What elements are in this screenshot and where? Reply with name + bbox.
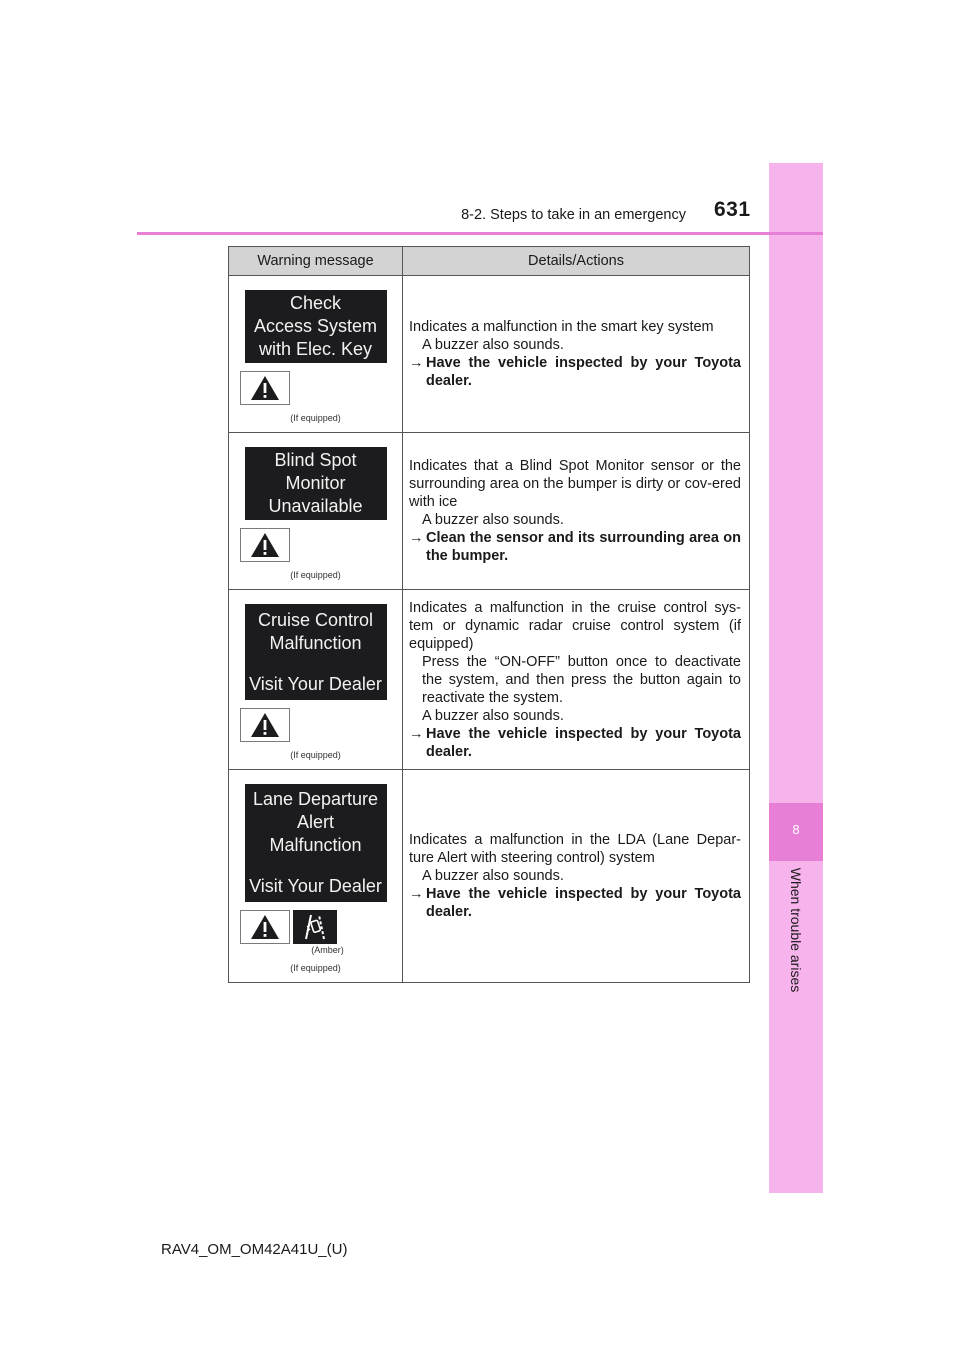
indicator-icons (240, 908, 402, 944)
warning-message-cell (229, 276, 403, 433)
display-screen-lane-departure-alert-malfunction (245, 784, 387, 902)
chapter-title: When trouble arises (788, 867, 804, 993)
details-text: Indicates that a Blind Spot Monitor sensor or the surrounding area on the bumper is dirty or cov-ered with ice (409, 458, 741, 510)
document-code: RAV4_OM_OM42A41U_(U) (161, 1241, 348, 1258)
display-line: Cruise Control (257, 609, 374, 630)
if-equipped-caption: (If equipped) (290, 750, 341, 760)
indicator-icons (240, 526, 402, 562)
display-line: Check (289, 293, 342, 313)
page-number: 631 (714, 198, 751, 221)
display-line: Unavailable (268, 496, 363, 516)
table-header-row (229, 247, 750, 276)
details-note: A buzzer also sounds. (422, 512, 564, 528)
details-cell (403, 770, 750, 983)
arrow-icon: → (409, 886, 424, 902)
warning-triangle-icon (240, 528, 290, 562)
display-screen-blind-spot-monitor (245, 447, 387, 520)
warning-message-cell (229, 770, 403, 983)
indicator-icons (240, 369, 402, 405)
action-text: Have the vehicle inspected by your Toyota dealer. (426, 886, 741, 920)
table-row (229, 770, 750, 983)
header-rule (137, 232, 823, 235)
table-row (229, 276, 750, 433)
if-equipped-caption: (If equipped) (290, 570, 341, 580)
display-line: Malfunction (269, 835, 362, 855)
arrow-icon: → (409, 725, 424, 742)
warning-message-table (228, 246, 750, 983)
details-cell (403, 276, 750, 433)
warning-triangle-icon (240, 910, 290, 944)
action-text: Have the vehicle inspected by your Toyota dealer. (426, 355, 741, 389)
display-screen-cruise-control-malfunction (245, 604, 387, 700)
chapter-side-strip (769, 163, 823, 1193)
if-equipped-caption: (If equipped) (290, 413, 341, 423)
action-instruction (409, 885, 741, 921)
section-title: 8-2. Steps to take in an emergency (461, 207, 686, 223)
table-row (229, 433, 750, 590)
warning-triangle-icon (240, 371, 290, 405)
details-note: A buzzer also sounds. (422, 707, 564, 724)
if-equipped-caption: (If equipped) (290, 963, 341, 973)
display-line: Monitor (285, 473, 346, 493)
warning-message-cell (229, 433, 403, 590)
display-line: Malfunction (269, 632, 362, 653)
details-text: Indicates a malfunction in the LDA (Lane Depar-ture Alert with steering control) system (409, 832, 741, 866)
details-text: Indicates a malfunction in the smart key system (409, 319, 714, 335)
details-note: A buzzer also sounds. (422, 868, 564, 884)
details-note: A buzzer also sounds. (422, 337, 564, 353)
display-line: Blind Spot (274, 450, 357, 470)
display-line: Alert (296, 812, 334, 832)
display-screen-check-access-system (245, 290, 387, 363)
chapter-number: 8 (792, 822, 800, 837)
display-line: Visit Your Dealer (249, 876, 382, 896)
indicator-icons (240, 706, 402, 742)
arrow-icon: → (409, 355, 424, 371)
column-header-details: Details/Actions (403, 247, 750, 276)
action-text: Clean the sensor and its surrounding area on the bumper. (426, 530, 741, 564)
details-text: Indicates a malfunction in the cruise control sys-tem or dynamic radar cruise control system (if equipped) (409, 599, 741, 652)
action-instruction (409, 725, 741, 761)
amber-caption: (Amber) (311, 945, 344, 955)
table-row (229, 590, 750, 770)
display-line: Lane Departure (252, 789, 379, 809)
details-cell (403, 433, 750, 590)
action-instruction (409, 529, 741, 565)
column-header-warning-message: Warning message (229, 247, 403, 276)
lane-departure-icon (293, 910, 337, 944)
warning-triangle-icon (240, 708, 290, 742)
action-text: Have the vehicle inspected by your Toyota dealer. (426, 725, 741, 760)
arrow-icon: → (409, 530, 424, 546)
display-line: Visit Your Dealer (249, 673, 382, 694)
display-line: Access System (253, 316, 378, 336)
display-line: with Elec. Key (258, 339, 373, 359)
details-cell (403, 590, 750, 770)
action-instruction (409, 354, 741, 390)
warning-message-cell (229, 590, 403, 770)
details-note: Press the “ON-OFF” button once to deactivate the system, and then press the button again to reactivate the system. (422, 653, 741, 706)
